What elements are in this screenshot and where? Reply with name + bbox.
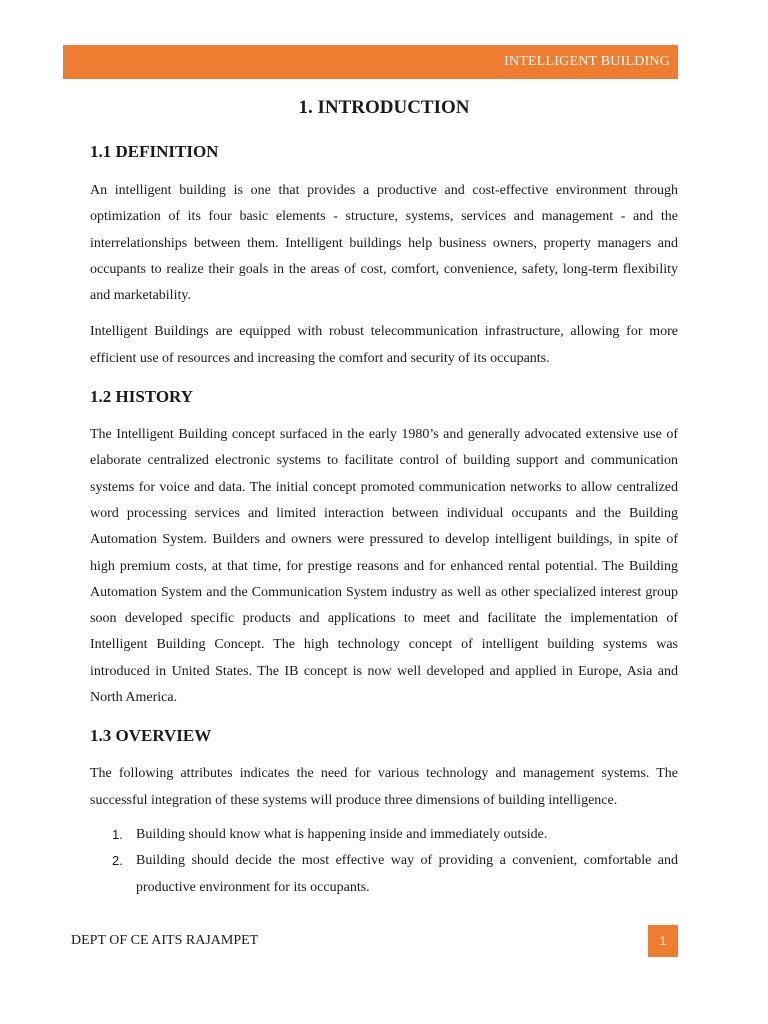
header-bar <box>63 45 678 79</box>
chapter-title: 1. INTRODUCTION <box>298 97 470 118</box>
overview-list <box>90 822 678 901</box>
footer-department: DEPT OF CE AITS RAJAMPET <box>71 933 259 948</box>
overview-paragraph: The following attributes indicates the need for various technology and management systems. The successful integration of these systems will produce three dimensions of building intelligence. <box>90 766 678 808</box>
section-heading-history: 1.2 HISTORY <box>90 387 194 407</box>
list-item <box>90 848 678 901</box>
list-item-number: 1. <box>112 826 123 842</box>
section-heading-definition: 1.1 DEFINITION <box>90 142 219 161</box>
list-item <box>90 822 678 848</box>
section-heading-overview: 1.3 OVERVIEW <box>90 726 212 746</box>
definition-paragraph-2: Intelligent Buildings are equipped with robust telecommunication infrastructure, allowing for more efficient use of resources and increasing the comfort and security of its occupants. <box>90 324 678 366</box>
page-content <box>90 95 678 901</box>
list-item-number: 2. <box>112 853 123 869</box>
page-number: 1 <box>648 925 678 957</box>
list-item-text: Building should decide the most effective way of providing a convenient, comfortable and productive environment for its occupants. <box>136 853 678 895</box>
definition-paragraph-1: An intelligent building is one that provides a productive and cost-effective environment through optimization of its four basic elements - structure, systems, services and management - and the interrelationships between them. Intelligent buildings help business owners, property managers and occupants to realize their goals in the areas of cost, comfort, convenience, safety, long-term flexibility and marketability. <box>90 183 678 304</box>
header-title: INTELLIGENT BUILDING <box>504 54 670 69</box>
history-paragraph: The Intelligent Building concept surfaced in the early 1980’s and generally advocated extensive use of elaborate centralized electronic systems to facilitate control of building support and communication systems for voice and data. The initial concept promoted communication networks to allow centralized word processing services and limited interaction between individual occupants and the Building Automation System. Builders and owners were pressured to develop intelligent buildings, in spite of high premium costs, at that time, for prestige reasons and for enhanced rental potential. The Building Automation System and the Communication System industry as well as other specialized interest group soon developed specific products and applications to meet and facilitate the implementation of Intelligent Building Concept. The high technology concept of intelligent building systems was introduced in United States. The IB concept is now well developed and applied in Europe, Asia and North America. <box>90 427 678 706</box>
list-item-text: Building should know what is happening inside and immediately outside. <box>136 826 548 842</box>
